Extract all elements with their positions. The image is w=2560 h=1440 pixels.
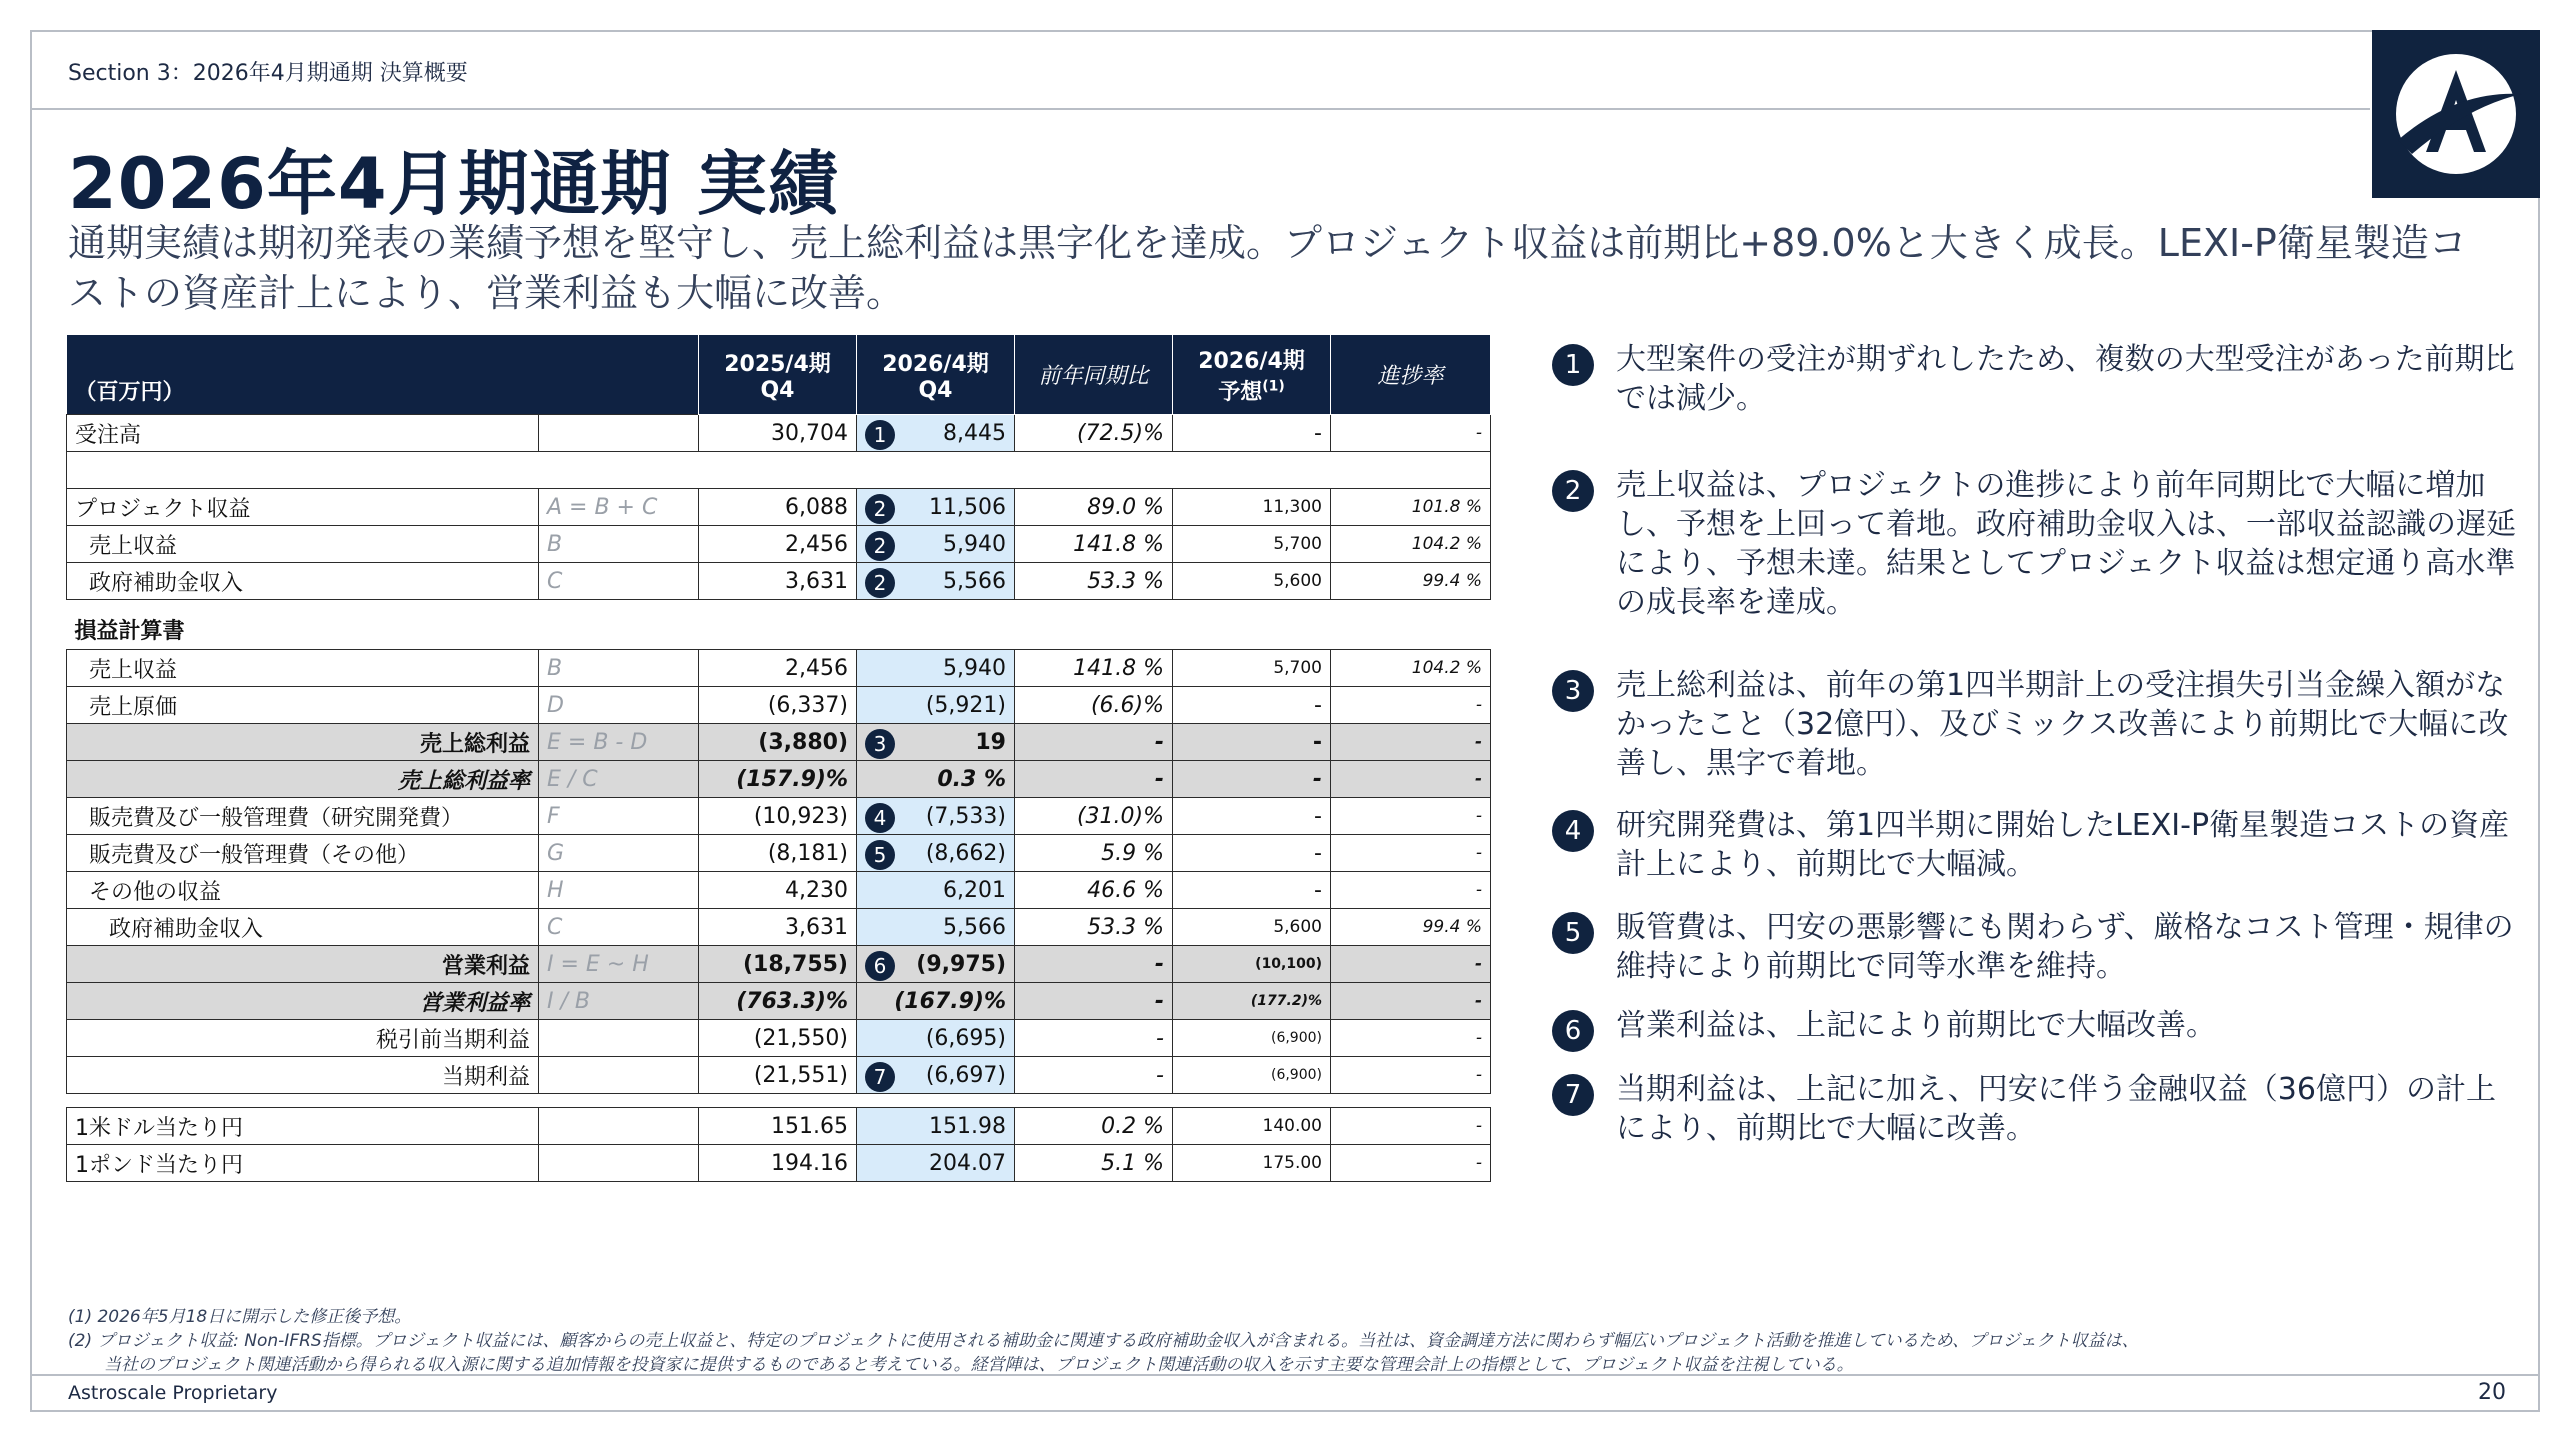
value-forecast: 11,300: [1173, 489, 1331, 526]
value-yoy: -: [1015, 1057, 1173, 1094]
header-divider: [30, 108, 2370, 110]
note-badge: 2: [865, 531, 895, 561]
row-formula: [539, 1057, 699, 1094]
row-formula: H: [539, 872, 699, 909]
row-formula: E = B - D: [539, 724, 699, 761]
value-cur-q4: [857, 983, 1015, 1020]
table-spacer: [67, 452, 1491, 489]
table-row: [67, 724, 1491, 761]
value-progress: 104.2 %: [1331, 526, 1491, 563]
company-logo: [2372, 30, 2540, 198]
row-label: プロジェクト収益: [67, 489, 539, 526]
value-forecast: (177.2)%: [1173, 983, 1331, 1020]
note-badge: 1: [865, 420, 895, 450]
cur-value: 8,445: [943, 420, 1006, 446]
table-row: [67, 563, 1491, 600]
row-label: 売上総利益: [67, 724, 539, 761]
footnote-2-cont: 当社のプロジェクト関連活動から得られる収入源に関する追加情報を投資家に提供するものであると考えている。経営陣は、プロジェクト関連活動の収入を示す主要な管理会計上の指標として、プロジェクト収益を注視している。: [104, 1355, 1854, 1375]
row-label: 受注高: [67, 415, 539, 452]
value-forecast: -: [1173, 724, 1331, 761]
cur-value: (167.9)%: [894, 988, 1006, 1014]
value-cur-q4: [857, 872, 1015, 909]
row-label: 政府補助金収入: [67, 909, 539, 946]
value-forecast: -: [1173, 798, 1331, 835]
value-progress: -: [1331, 724, 1491, 761]
value-cur-q4: [857, 650, 1015, 687]
value-yoy: -: [1015, 983, 1173, 1020]
table-row: [67, 909, 1491, 946]
table-row: [67, 489, 1491, 526]
table-spacer: [67, 1094, 1491, 1108]
note-text: 販管費は、円安の悪影響にも関わらず、厳格なコスト管理・規律の維持により前期比で同等水準を維持。: [1616, 910, 2514, 984]
cur-value: 5,940: [943, 531, 1006, 557]
cur-value: 11,506: [929, 494, 1006, 520]
note-badge: 2: [865, 568, 895, 598]
value-progress: -: [1331, 1145, 1491, 1182]
table-row: [67, 526, 1491, 563]
value-cur-q4: [857, 909, 1015, 946]
note-number: 6: [1552, 1010, 1594, 1052]
value-yoy: (31.0)%: [1015, 798, 1173, 835]
note-text: 売上総利益は、前年の第1四半期計上の受注損失引当金繰入額がなかったこと（32億円）、及びミックス改善により前期比で大幅に改善し、黒字で着地。: [1616, 668, 2509, 781]
table-row: [67, 1057, 1491, 1094]
row-label: 売上総利益率: [67, 761, 539, 798]
value-cur-q4: [857, 1020, 1015, 1057]
note-text: 営業利益は、上記により前期比で大幅改善。: [1616, 1008, 2216, 1043]
note-text: 研究開発費は、第1四半期に開始したLEXI-P衛星製造コストの資産計上により、前期比で大幅減。: [1616, 808, 2510, 882]
value-forecast: -: [1173, 835, 1331, 872]
financial-table: [66, 334, 1491, 1182]
value-cur-q4: [857, 526, 1015, 563]
value-yoy: 141.8 %: [1015, 650, 1173, 687]
value-prev-q4: (157.9)%: [699, 761, 857, 798]
table-row: [67, 983, 1491, 1020]
cur-value: (5,921): [925, 692, 1006, 718]
value-forecast: -: [1173, 872, 1331, 909]
note-badge: 4: [865, 803, 895, 833]
footnote-2: (2) プロジェクト収益: Non-IFRS指標。プロジェクト収益には、顧客からの売上収益と、特定のプロジェクトに使用される補助金に関連する政府補助金収入が含まれる。当社は、資金調達方法に関わらず幅広いプロジェクト活動を推進しているため、プロジェクト収益は、: [68, 1331, 2139, 1351]
row-formula: [539, 1108, 699, 1145]
value-prev-q4: (18,755): [699, 946, 857, 983]
row-label: 売上収益: [67, 650, 539, 687]
value-prev-q4: (763.3)%: [699, 983, 857, 1020]
page-number: 20: [2478, 1380, 2506, 1405]
value-forecast: -: [1173, 415, 1331, 452]
value-yoy: 46.6 %: [1015, 872, 1173, 909]
page-title: 2026年4月期通期 実績: [68, 143, 839, 225]
value-yoy: -: [1015, 946, 1173, 983]
row-label: 政府補助金収入: [67, 563, 539, 600]
note-number: 7: [1552, 1074, 1594, 1116]
note-badge: 2: [865, 494, 895, 524]
value-cur-q4: [857, 798, 1015, 835]
row-formula: B: [539, 526, 699, 563]
row-formula: G: [539, 835, 699, 872]
value-forecast: 5,700: [1173, 650, 1331, 687]
row-label: 1米ドル当たり円: [67, 1108, 539, 1145]
value-yoy: 53.3 %: [1015, 909, 1173, 946]
value-cur-q4: [857, 1057, 1015, 1094]
cur-value: 5,566: [943, 914, 1006, 940]
value-cur-q4: [857, 1108, 1015, 1145]
value-prev-q4: 3,631: [699, 563, 857, 600]
note-badge: 6: [865, 951, 895, 981]
table-header-row: [67, 335, 1491, 415]
note-number: 5: [1552, 912, 1594, 954]
note-number: 4: [1552, 810, 1594, 852]
value-progress: -: [1331, 1108, 1491, 1145]
value-cur-q4: [857, 687, 1015, 724]
note-badge: 7: [865, 1062, 895, 1092]
value-progress: 101.8 %: [1331, 489, 1491, 526]
cur-value: (8,662): [925, 840, 1006, 866]
row-formula: C: [539, 563, 699, 600]
value-forecast: 140.00: [1173, 1108, 1331, 1145]
cur-value: 5,566: [943, 568, 1006, 594]
value-prev-q4: 194.16: [699, 1145, 857, 1182]
table-row: [67, 687, 1491, 724]
value-prev-q4: 30,704: [699, 415, 857, 452]
value-yoy: 5.9 %: [1015, 835, 1173, 872]
value-yoy: 141.8 %: [1015, 526, 1173, 563]
value-prev-q4: 151.65: [699, 1108, 857, 1145]
cur-value: 204.07: [929, 1150, 1006, 1176]
prev-header: 2025/4期 Q4: [699, 335, 857, 415]
note-badge: 5: [865, 840, 895, 870]
value-progress: -: [1331, 415, 1491, 452]
table-row: [67, 1108, 1491, 1145]
value-yoy: (6.6)%: [1015, 687, 1173, 724]
row-formula: [539, 1020, 699, 1057]
yoy-header: 前年同期比: [1015, 335, 1173, 415]
value-prev-q4: (8,181): [699, 835, 857, 872]
table-row: [67, 1145, 1491, 1182]
value-prev-q4: 2,456: [699, 650, 857, 687]
value-prev-q4: (21,551): [699, 1057, 857, 1094]
value-forecast: 5,600: [1173, 909, 1331, 946]
page-subtitle: 通期実績は期初発表の業績予想を堅守し、売上総利益は黒字化を達成。プロジェクト収益は前期比+89.0%と大きく成長。LEXI-P衛星製造コストの資産計上により、営業利益も大幅に改善。: [68, 221, 2467, 315]
cur-value: 19: [975, 729, 1006, 755]
value-progress: 99.4 %: [1331, 909, 1491, 946]
note-text: 売上収益は、プロジェクトの進捗により前年同期比で大幅に増加し、予想を上回って着地。政府補助金収入は、一部収益認識の遅延により、予想未達。結果としてプロジェクト収益は想定通り高水準の成長率を達成。: [1616, 468, 2516, 620]
note-badge: 3: [865, 729, 895, 759]
cur-value: (7,533): [925, 803, 1006, 829]
table-row: [67, 1020, 1491, 1057]
cur-value: 151.98: [929, 1113, 1006, 1139]
row-formula: A = B + C: [539, 489, 699, 526]
table-row: [67, 946, 1491, 983]
note-number: 2: [1552, 470, 1594, 512]
section-heading: 損益計算書: [74, 619, 185, 644]
row-label: 税引前当期利益: [67, 1020, 539, 1057]
table-row: [67, 798, 1491, 835]
value-forecast: (6,900): [1173, 1020, 1331, 1057]
row-formula: D: [539, 687, 699, 724]
value-forecast: 5,600: [1173, 563, 1331, 600]
row-label: 当期利益: [67, 1057, 539, 1094]
table-row: [67, 600, 1491, 650]
value-yoy: 53.3 %: [1015, 563, 1173, 600]
value-prev-q4: (3,880): [699, 724, 857, 761]
value-forecast: -: [1173, 761, 1331, 798]
note-text: 当期利益は、上記に加え、円安に伴う金融収益（36億円）の計上により、前期比で大幅に改善。: [1616, 1072, 2496, 1146]
table-row: [67, 650, 1491, 687]
table-row: [67, 761, 1491, 798]
value-progress: 104.2 %: [1331, 650, 1491, 687]
value-progress: -: [1331, 946, 1491, 983]
note-text: 大型案件の受注が期ずれしたため、複数の大型受注があった前期比では減少。: [1616, 342, 2515, 416]
value-forecast: 5,700: [1173, 526, 1331, 563]
value-forecast: (6,900): [1173, 1057, 1331, 1094]
cur-value: 6,201: [943, 877, 1006, 903]
value-prev-q4: 4,230: [699, 872, 857, 909]
value-forecast: 175.00: [1173, 1145, 1331, 1182]
row-formula: C: [539, 909, 699, 946]
cur-value: 0.3 %: [937, 766, 1006, 792]
value-forecast: -: [1173, 687, 1331, 724]
table-row: [67, 415, 1491, 452]
table-row: [67, 872, 1491, 909]
row-label: 販売費及び一般管理費（その他）: [67, 835, 539, 872]
unit-header: （百万円）: [67, 335, 699, 415]
progress-header: 進捗率: [1331, 335, 1491, 415]
value-cur-q4: [857, 761, 1015, 798]
section-label: Section 3：2026年4月期通期 決算概要: [68, 61, 468, 86]
value-yoy: -: [1015, 1020, 1173, 1057]
value-cur-q4: [857, 835, 1015, 872]
value-yoy: -: [1015, 724, 1173, 761]
row-label: 営業利益: [67, 946, 539, 983]
value-yoy: 5.1 %: [1015, 1145, 1173, 1182]
row-label: 1ポンド当たり円: [67, 1145, 539, 1182]
value-cur-q4: [857, 1145, 1015, 1182]
row-formula: F: [539, 798, 699, 835]
row-formula: E / C: [539, 761, 699, 798]
astroscale-logo-icon: [2372, 30, 2540, 198]
footer-company: Astroscale Proprietary: [68, 1382, 278, 1404]
value-progress: -: [1331, 872, 1491, 909]
row-formula: [539, 415, 699, 452]
row-label: その他の収益: [67, 872, 539, 909]
row-formula: I = E ~ H: [539, 946, 699, 983]
cur-value: (9,975): [916, 951, 1006, 977]
value-yoy: (72.5)%: [1015, 415, 1173, 452]
row-formula: [539, 1145, 699, 1182]
value-cur-q4: [857, 946, 1015, 983]
forecast-header: 2026/4期 予想$^{(1)}$: [1173, 335, 1331, 415]
value-prev-q4: 6,088: [699, 489, 857, 526]
row-formula: B: [539, 650, 699, 687]
value-progress: -: [1331, 835, 1491, 872]
value-prev-q4: 2,456: [699, 526, 857, 563]
value-yoy: 0.2 %: [1015, 1108, 1173, 1145]
value-progress: -: [1331, 798, 1491, 835]
value-prev-q4: (10,923): [699, 798, 857, 835]
value-progress: 99.4 %: [1331, 563, 1491, 600]
cur-value: (6,697): [925, 1062, 1006, 1088]
value-cur-q4: [857, 563, 1015, 600]
value-progress: -: [1331, 687, 1491, 724]
value-cur-q4: [857, 724, 1015, 761]
value-progress: -: [1331, 983, 1491, 1020]
row-label: 販売費及び一般管理費（研究開発費）: [67, 798, 539, 835]
row-formula: I / B: [539, 983, 699, 1020]
cur-value: 5,940: [943, 655, 1006, 681]
value-yoy: -: [1015, 761, 1173, 798]
row-label: 売上原価: [67, 687, 539, 724]
value-progress: -: [1331, 761, 1491, 798]
value-progress: -: [1331, 1020, 1491, 1057]
value-prev-q4: (6,337): [699, 687, 857, 724]
row-label: 売上収益: [67, 526, 539, 563]
value-cur-q4: [857, 489, 1015, 526]
table-row: [67, 835, 1491, 872]
value-cur-q4: [857, 415, 1015, 452]
note-number: 1: [1552, 344, 1594, 386]
value-progress: -: [1331, 1057, 1491, 1094]
value-forecast: (10,100): [1173, 946, 1331, 983]
row-label: 営業利益率: [67, 983, 539, 1020]
footnote-1: (1) 2026年5月18日に開示した修正後予想。: [68, 1307, 412, 1327]
cur-header: 2026/4期 Q4: [857, 335, 1015, 415]
value-prev-q4: 3,631: [699, 909, 857, 946]
value-prev-q4: (21,550): [699, 1020, 857, 1057]
cur-value: (6,695): [925, 1025, 1006, 1051]
value-yoy: 89.0 %: [1015, 489, 1173, 526]
note-number: 3: [1552, 670, 1594, 712]
